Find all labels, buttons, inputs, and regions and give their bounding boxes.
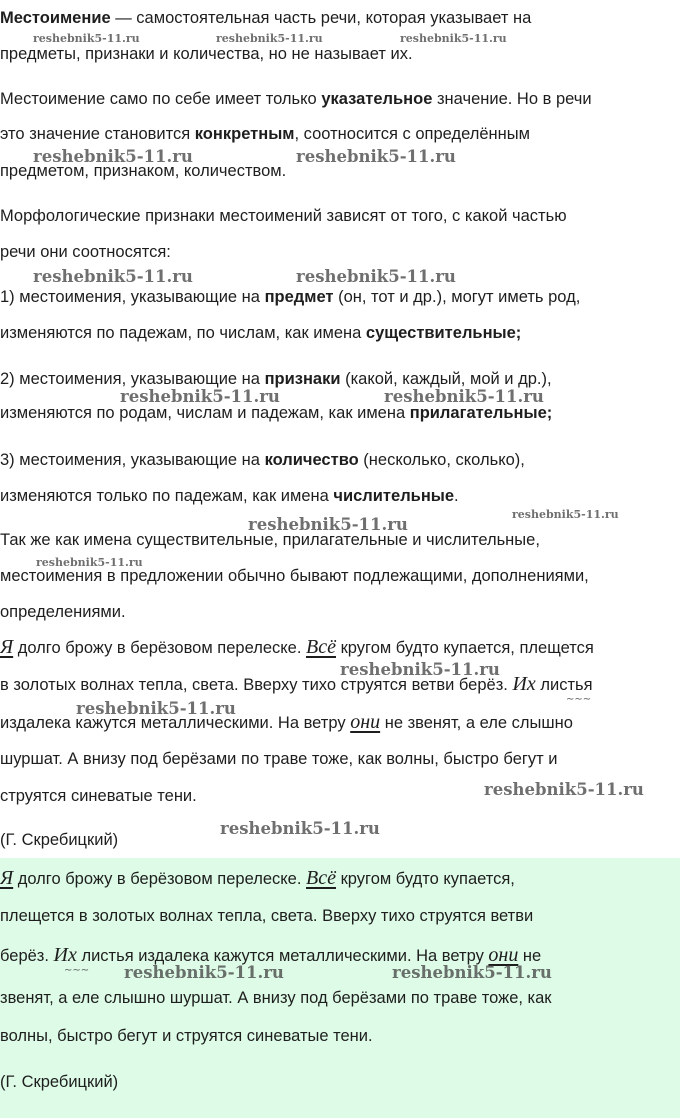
text-span: , соотносится с определённым: [294, 125, 530, 143]
p2-line-3: предметом, признаком, количеством.: [0, 162, 287, 180]
text2-line-4: звенят, а еле слышно шуршат. А внизу под берёзами по траве тоже, как: [0, 989, 552, 1007]
p2-line-1: [0, 89, 592, 109]
item-1-line-1: [0, 287, 580, 307]
bold-term: признаки: [264, 370, 341, 388]
text-span: (несколько, сколько),: [358, 451, 525, 469]
item-3-line-1: [0, 450, 525, 470]
pronoun-vse: Всё: [306, 636, 336, 658]
text-span: берёз.: [0, 947, 54, 965]
pronoun-oni: они: [488, 944, 519, 966]
text-span: долго брожу в берёзовом перелеске.: [13, 870, 307, 888]
text-span: значение. Но в речи: [432, 90, 592, 108]
text1-line-5: струятся синеватые тени.: [0, 787, 197, 805]
watermark: reshebnik5-11.ru: [340, 660, 500, 679]
text-span: издалека кажутся металлическими. На ветру: [0, 714, 351, 732]
text-span: изменяются по падежам, по числам, как имена: [0, 324, 366, 342]
watermark: reshebnik5-11.ru: [33, 32, 140, 45]
text-span: (он, тот и др.), могут иметь род,: [333, 288, 581, 306]
p5-line-1: Так же как имена существительные, прилагательные и числительные,: [0, 531, 540, 549]
p5-line-3: определениями.: [0, 603, 126, 621]
bold-term: конкретным: [194, 125, 295, 143]
watermark: reshebnik5-11.ru: [484, 780, 644, 799]
intro-line-1: [0, 8, 531, 28]
watermark: reshebnik5-11.ru: [296, 267, 456, 286]
watermark: reshebnik5-11.ru: [124, 963, 284, 982]
text-span: кругом будто купается,: [336, 870, 515, 888]
bold-term: количество: [264, 451, 359, 469]
pronoun-vse: Всё: [306, 867, 336, 889]
watermark: reshebnik5-11.ru: [248, 515, 408, 534]
text-span: не звенят, а еле слышно: [380, 714, 573, 732]
term-pronoun: Местоимение: [0, 9, 111, 27]
watermark: reshebnik5-11.ru: [33, 267, 193, 286]
text-span: долго брожу в берёзовом перелеске.: [13, 639, 307, 657]
text1-author: (Г. Скребицкий): [0, 831, 119, 849]
watermark: reshebnik5-11.ru: [384, 387, 544, 406]
pronoun-ya: Я: [0, 867, 14, 889]
p3-line-1: Морфологические признаки местоимений зависят от того, с какой частью: [0, 207, 567, 225]
pronoun-oni: они: [350, 711, 381, 733]
watermark: reshebnik5-11.ru: [220, 819, 380, 838]
watermark: reshebnik5-11.ru: [216, 32, 323, 45]
text-span: листья: [535, 676, 593, 694]
bold-term: предмет: [264, 288, 334, 306]
text-span: 2) местоимения, указывающие на: [0, 370, 265, 388]
watermark: reshebnik5-11.ru: [512, 508, 619, 521]
watermark: reshebnik5-11.ru: [400, 32, 507, 45]
bold-term: указательное: [321, 90, 433, 108]
text-span: в золотых волнах тепла, света. Вверху тихо струятся ветви берёз.: [0, 676, 513, 694]
item-1-line-2: [0, 323, 521, 343]
watermark: reshebnik5-11.ru: [36, 556, 143, 569]
text-span: Местоимение само по себе имеет только: [0, 90, 322, 108]
bold-term: прилагательные;: [409, 404, 553, 422]
text-span: кругом будто купается, плещется: [336, 639, 594, 657]
text-span: .: [454, 487, 459, 505]
item-2-line-2: [0, 403, 552, 423]
p3-line-2: речи они соотносятся:: [0, 243, 171, 261]
p2-line-2: [0, 124, 530, 144]
text-span: изменяются только по падежам, как имена: [0, 487, 334, 505]
text1-line-4: шуршат. А внизу под берёзами по траве тоже, как волны, быстро бегут и: [0, 750, 558, 768]
wavy-underline-icon: ∼∼∼: [566, 694, 592, 705]
p5-line-2: местоимения в предложении обычно бывают подлежащими, дополнениями,: [0, 567, 589, 585]
item-3-line-2: [0, 486, 459, 506]
text2-author: (Г. Скребицкий): [0, 1073, 119, 1091]
watermark: reshebnik5-11.ru: [33, 147, 193, 166]
watermark: reshebnik5-11.ru: [296, 147, 456, 166]
text-span: 3) местоимения, указывающие на: [0, 451, 265, 469]
item-2-line-1: [0, 369, 552, 389]
text2-line-1: [0, 868, 515, 889]
text-span: (какой, каждый, мой и др.),: [340, 370, 552, 388]
text2-line-2: плещется в золотых волнах тепла, света. Вверху тихо струятся ветви: [0, 907, 534, 925]
pronoun-ikh: Их: [512, 673, 536, 695]
text-span: 1) местоимения, указывающие на: [0, 288, 265, 306]
wavy-underline-icon: ∼∼∼: [64, 965, 90, 976]
text1-line-1: [0, 637, 594, 658]
bold-term: числительные: [333, 487, 455, 505]
text2-line-5: волны, быстро бегут и струятся синеватые тени.: [0, 1027, 373, 1045]
watermark: reshebnik5-11.ru: [76, 699, 236, 718]
text-span: изменяются по родам, числам и падежам, как имена: [0, 404, 410, 422]
text-span: — самостоятельная часть речи, которая указывает на: [110, 9, 532, 27]
text-span: это значение становится: [0, 125, 195, 143]
text1-line-2: [0, 674, 593, 695]
pronoun-ya: Я: [0, 636, 14, 658]
pronoun-ikh: Их: [53, 944, 77, 966]
bold-term: существительные;: [365, 324, 522, 342]
watermark: reshebnik5-11.ru: [392, 963, 552, 982]
text-span: не: [518, 947, 542, 965]
intro-line-2: предметы, признаки и количества, но не называет их.: [0, 45, 413, 63]
watermark: reshebnik5-11.ru: [120, 387, 280, 406]
text-span: листья издалека кажутся металлическими. На ветру: [76, 947, 489, 965]
